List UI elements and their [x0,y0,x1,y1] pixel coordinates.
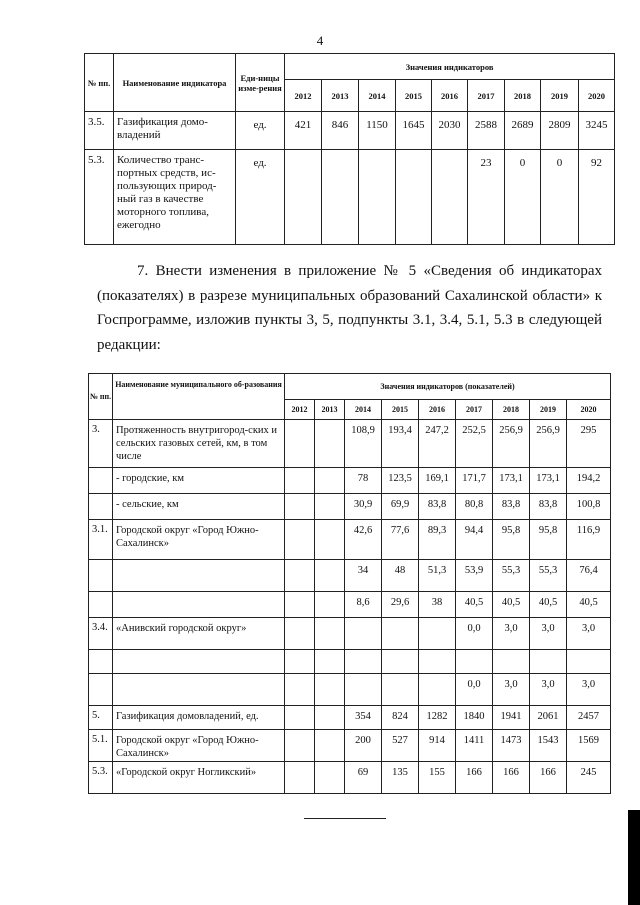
cell-value: 193,4 [382,420,419,468]
cell-value: 1840 [456,706,493,730]
cell-value [456,650,493,674]
cell-value [315,650,345,674]
year-header: 2017 [468,80,505,112]
year-header: 2015 [382,400,419,420]
row-name: - городские, км [113,468,285,494]
page-number: 4 [316,33,324,48]
table-row [89,494,611,520]
cell-value: 29,6 [382,592,419,618]
row-name: Газификация домовладений, ед. [113,706,285,730]
cell-value [315,762,345,794]
cell-value [315,618,345,650]
row-name: Количество транс-портных средств, ис-пользующих природ-ный газ в качестве моторного топлива, ежегодно [114,150,236,245]
cell-value: 94,4 [456,520,493,560]
cell-value [432,150,468,245]
year-header: 2013 [315,400,345,420]
cell-value [285,730,315,762]
cell-value [315,592,345,618]
table-row [89,650,611,674]
cell-value [345,674,382,706]
cell-value [567,650,611,674]
row-num [89,650,113,674]
cell-value [315,560,345,592]
table-row [89,706,611,730]
cell-value: 40,5 [567,592,611,618]
cell-value: 83,8 [419,494,456,520]
scan-edge-mark [628,810,640,905]
cell-value [419,618,456,650]
col-header-unit: Еди-ницы изме-рения [236,54,285,112]
cell-value: 3,0 [493,674,530,706]
cell-value: 77,6 [382,520,419,560]
year-header: 2014 [359,80,396,112]
cell-value: 3,0 [567,674,611,706]
cell-value: 194,2 [567,468,611,494]
row-name: - сельские, км [113,494,285,520]
cell-value: 23 [468,150,505,245]
col-header-name: Наименование муниципального об-разования [113,374,285,420]
year-header: 2019 [530,400,567,420]
cell-value [322,150,359,245]
cell-value [359,150,396,245]
cell-value: 3,0 [493,618,530,650]
cell-value: 295 [567,420,611,468]
row-num: 3.5. [85,112,114,150]
cell-value: 166 [530,762,567,794]
cell-value: 155 [419,762,456,794]
cell-value [285,618,315,650]
cell-value [285,150,322,245]
cell-value: 116,9 [567,520,611,560]
year-header: 2015 [396,80,432,112]
cell-value: 42,6 [345,520,382,560]
cell-value: 824 [382,706,419,730]
cell-value: 108,9 [345,420,382,468]
cell-value [285,650,315,674]
year-header: 2016 [419,400,456,420]
cell-value: 1411 [456,730,493,762]
cell-value: 80,8 [456,494,493,520]
cell-value: 2061 [530,706,567,730]
cell-value: 51,3 [419,560,456,592]
row-num: 3. [89,420,113,468]
cell-value: 245 [567,762,611,794]
cell-value: 527 [382,730,419,762]
cell-value [345,618,382,650]
cell-value: 95,8 [530,520,567,560]
table-row [89,762,611,794]
cell-value [382,674,419,706]
cell-value: 1282 [419,706,456,730]
col-header-values: Значения индикаторов [285,54,615,80]
cell-value: 421 [285,112,322,150]
row-num [89,592,113,618]
year-header: 2020 [567,400,611,420]
table-row [85,150,615,245]
col-header-num: № пп. [85,54,114,112]
cell-value: 89,3 [419,520,456,560]
year-header: 2017 [456,400,493,420]
table-row [89,592,611,618]
year-header: 2012 [285,400,315,420]
end-divider [304,818,386,819]
cell-value: 3245 [579,112,615,150]
cell-value: 69,9 [382,494,419,520]
cell-value: 2809 [541,112,579,150]
cell-value: 1569 [567,730,611,762]
row-name: Городской округ «Город Южно-Сахалинск» [113,520,285,560]
cell-value: 78 [345,468,382,494]
cell-value [419,674,456,706]
row-num [89,560,113,592]
cell-value: 69 [345,762,382,794]
row-name [113,560,285,592]
cell-value [315,730,345,762]
row-name [113,650,285,674]
cell-value: 1150 [359,112,396,150]
cell-value [396,150,432,245]
cell-value: 166 [456,762,493,794]
cell-value [315,674,345,706]
cell-value: 30,9 [345,494,382,520]
cell-value: 1645 [396,112,432,150]
row-unit: ед. [236,150,285,245]
cell-value [315,420,345,468]
year-header: 2013 [322,80,359,112]
cell-value: 247,2 [419,420,456,468]
cell-value: 38 [419,592,456,618]
cell-value [315,706,345,730]
cell-value [285,706,315,730]
cell-value: 1543 [530,730,567,762]
cell-value [285,674,315,706]
cell-value: 1473 [493,730,530,762]
row-num: 5. [89,706,113,730]
row-name [113,674,285,706]
cell-value [419,650,456,674]
row-num: 3.4. [89,618,113,650]
row-num: 3.1. [89,520,113,560]
cell-value [530,650,567,674]
body-paragraph: 7. Внести изменения в приложение № 5 «Сведения об индикаторах (показателях) в разрезе муниципальных образований Сахалинской области» к Госпрограмме, изложив пункты 3, 5, подпункты 3.1, 3.4, 5.1, 5.3 в следующей редакции: [97,263,602,353]
cell-value: 166 [493,762,530,794]
table-row [89,560,611,592]
cell-value: 55,3 [493,560,530,592]
cell-value [315,520,345,560]
row-name: «Городской округ Ногликский» [113,762,285,794]
cell-value: 95,8 [493,520,530,560]
cell-value [345,650,382,674]
cell-value: 0,0 [456,674,493,706]
cell-value: 256,9 [530,420,567,468]
table-row [89,520,611,560]
municipal-indicators-table [88,373,611,794]
cell-value: 2588 [468,112,505,150]
row-num [89,494,113,520]
year-header: 2018 [493,400,530,420]
cell-value [285,468,315,494]
row-num [89,468,113,494]
cell-value: 40,5 [493,592,530,618]
year-header: 2020 [579,80,615,112]
cell-value [493,650,530,674]
table-row [85,112,615,150]
cell-value: 171,7 [456,468,493,494]
cell-value: 2689 [505,112,541,150]
row-num: 5.3. [89,762,113,794]
col-header-name: Наименование индикатора [114,54,236,112]
cell-value: 252,5 [456,420,493,468]
cell-value: 40,5 [530,592,567,618]
row-num: 5.1. [89,730,113,762]
cell-value: 354 [345,706,382,730]
cell-value [285,592,315,618]
table-row [89,468,611,494]
cell-value: 173,1 [493,468,530,494]
table-row [89,730,611,762]
cell-value: 169,1 [419,468,456,494]
cell-value [285,420,315,468]
year-header: 2014 [345,400,382,420]
cell-value: 34 [345,560,382,592]
indicators-table [84,53,615,245]
cell-value: 55,3 [530,560,567,592]
cell-value: 8,6 [345,592,382,618]
cell-value: 83,8 [493,494,530,520]
cell-value: 3,0 [567,618,611,650]
cell-value: 135 [382,762,419,794]
cell-value: 53,9 [456,560,493,592]
cell-value: 0 [505,150,541,245]
cell-value: 123,5 [382,468,419,494]
col-header-num: № пп. [89,374,113,420]
table-row [89,674,611,706]
cell-value: 48 [382,560,419,592]
row-name: Газификация домо-владений [114,112,236,150]
cell-value: 914 [419,730,456,762]
cell-value: 0,0 [456,618,493,650]
row-name: Протяженность внутригород-ских и сельских газовых сетей, км, в том числе [113,420,285,468]
cell-value: 83,8 [530,494,567,520]
year-header: 2012 [285,80,322,112]
cell-value: 173,1 [530,468,567,494]
cell-value: 76,4 [567,560,611,592]
cell-value: 92 [579,150,615,245]
year-header: 2018 [505,80,541,112]
cell-value: 846 [322,112,359,150]
cell-value: 3,0 [530,618,567,650]
row-name [113,592,285,618]
table-row [89,420,611,468]
row-num: 5.3. [85,150,114,245]
year-header: 2019 [541,80,579,112]
cell-value [285,762,315,794]
cell-value [315,468,345,494]
cell-value: 1941 [493,706,530,730]
cell-value: 2457 [567,706,611,730]
cell-value: 0 [541,150,579,245]
cell-value: 40,5 [456,592,493,618]
year-header: 2016 [432,80,468,112]
cell-value: 2030 [432,112,468,150]
row-unit: ед. [236,112,285,150]
table-row [89,618,611,650]
cell-value [285,520,315,560]
cell-value [285,494,315,520]
cell-value [382,650,419,674]
row-name: Городской округ «Город Южно-Сахалинск» [113,730,285,762]
row-num [89,674,113,706]
row-name: «Анивский городской округ» [113,618,285,650]
cell-value: 200 [345,730,382,762]
col-header-values: Значения индикаторов (показателей) [285,374,611,400]
cell-value: 100,8 [567,494,611,520]
cell-value [285,560,315,592]
cell-value: 256,9 [493,420,530,468]
cell-value [382,618,419,650]
cell-value [315,494,345,520]
cell-value: 3,0 [530,674,567,706]
